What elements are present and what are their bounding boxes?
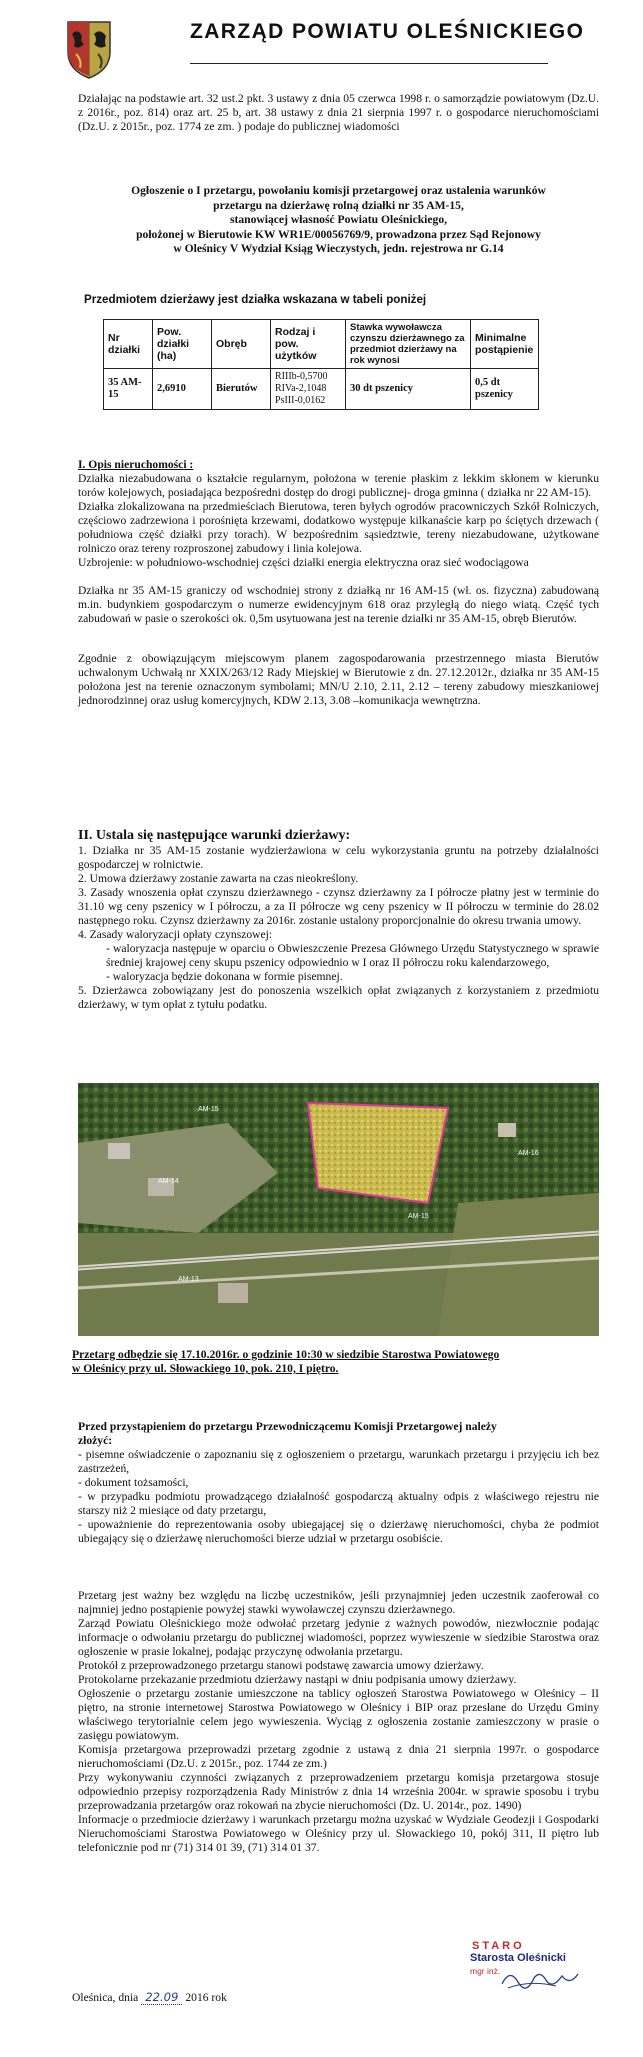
place-label: Oleśnica, dnia: [72, 1991, 139, 2004]
map-label: AM-14: [158, 1178, 179, 1185]
table-header-cell: Obręb: [212, 320, 271, 369]
paragraph: Informacje o przedmiocie dzierżawy i warunkach przetargu można uzyskać w Wydziale Geodezji i Gospodarki Nieruchomościami Starostwa Powiatowego w Oleśnicy przy ul. Słowackiego 10, pokój 311, II piętro lub telefonicznie pod nr (71) 314 01 39, (71) 314 01 37.: [78, 1813, 599, 1854]
paragraph: Zarząd Powiatu Oleśnickiego może odwołać przetarg jedynie z ważnych powodów, niezwłocznie podając informacje o odwołaniu przetargu do publicznej wiadomości, poprzez wywieszenie w siedzibie Starostwa oraz ogłoszenie w prasie lokalnej, podając przyczynę odwołania przetargu.: [78, 1617, 599, 1658]
subject-heading: Przedmiotem dzierżawy jest działka wskazana w tabeli poniżej: [84, 293, 427, 306]
table-cell: 2,6910: [153, 369, 212, 410]
condition-subitem: - waloryzacja następuje w oparciu o Obwieszczenie Prezesa Głównego Urzędu Statystycznego w sprawie średniej krajowej ceny skupu pszenicy odpowiednio w I oraz II półroczu roku kalendarzowego,: [106, 942, 599, 969]
paragraph: Protokolarne przekazanie przedmiotu dzierżawy nastąpi w dniu podpisania umowy dzierżawy.: [78, 1673, 517, 1686]
map-label: AM-15: [198, 1106, 219, 1113]
requirements-heading: Przed przystąpieniem do przetargu Przewodniczącemu Komisji Przetargowej należy: [78, 1420, 497, 1433]
list-item: - w przypadku podmiotu prowadzącego działalność gospodarczą aktualny odpis z właściwego rejestru nie starszy niż 2 miesiące od daty przetargu,: [78, 1490, 599, 1517]
intro-paragraph: Działając na podstawie art. 32 ust.2 pkt. 3 ustawy z dnia 05 czerwca 1998 r. o samorządzie powiatowym (Dz.U. z 2016r., poz. 814) oraz art. 25 b, art. 38 ustawy z dnia 21 sierpnia 1997 r. o gospodarce nieruchomościami (Dz.U. z 2015r., poz. 1774 ze zm. ) podaje do publicznej wiadomości: [78, 92, 599, 133]
auction-line: w Oleśnicy przy ul. Słowackiego 10, pok. 210, I piętro.: [72, 1362, 339, 1375]
paragraph: Ogłoszenie o przetargu zostanie umieszczone na tablicy ogłoszeń Starostwa Powiatowego w Oleśnicy – II piętro, na stronie internetowej Starostwa Powiatowego w Oleśnicy i BIP oraz przesłane do Urzędu Gminy właściwego terytorialnie celem jego wywieszenia. Wyciąg z ogłoszenia zostanie zamieszczony w prasie o zasięgu powiatowym.: [78, 1687, 599, 1742]
section-heading: I. Opis nieruchomości :: [78, 458, 194, 471]
paragraph: Przetarg jest ważny bez względu na liczbę uczestników, jeśli przynajmniej jeden uczestnik zaoferował co najmniej jedno postąpienie powyżej stawki wywoławczej czynszu dzierżawnego.: [78, 1589, 599, 1616]
condition-item: 1. Działka nr 35 AM-15 zostanie wydzierżawiona w celu wykorzystania gruntu na potrzeby działalności gospodarczej w rolnictwie.: [78, 844, 599, 871]
section-lease-conditions: [78, 827, 599, 1012]
paragraph: Zgodnie z obowiązującym miejscowym planem zagospodarowania przestrzennego miasta Bierutów uchwalonym Uchwałą nr XXIX/263/12 Rady Miejskiej w Bierutowie z dn. 27.12.2012r., działka nr 35 AM-15 położona jest na terenie oznaczonym symbolami; MN/U 2.10, 2.11, 2.12 – tereny zabudowy mieszkaniowej jednorodzinnej oraz usług komercyjnych, KDW 2.13, 3.08 –komunikacja wewnętrzna.: [78, 652, 599, 707]
title-underline: [190, 63, 548, 64]
paragraph: Działka nr 35 AM-15 graniczy od wschodniej strony z działką nr 16 AM-15 (wł. os. fizyczna) zabudowaną m.in. budynkiem gospodarczym o numerze ewidencyjnym 618 oraz przyległą do niego wiatą. Część tych zabudowań w pasie o szerokości ok. 0,5m usytuowana jest na terenie działki nr 35 AM-15, obręb Bierutów.: [78, 584, 599, 625]
paragraph: Komisja przetargowa przeprowadzi przetarg zgodnie z ustawą z dnia 21 sierpnia 1997r. o gospodarce nieruchomościami (Dz.U. z 2015r., poz. 1744 ze zm.): [78, 1743, 599, 1770]
stamp-role: Starosta Oleśnicki: [470, 1952, 566, 1964]
table-cell: 0,5 dt pszenicy: [471, 369, 539, 410]
announcement-line: stanowiącej własność Powiatu Oleśnickiego,: [229, 213, 448, 226]
section-property-description: [78, 458, 599, 708]
handwritten-date: 22.09: [141, 1990, 182, 2005]
condition-item: 5. Dzierżawca zobowiązany jest do ponoszenia wszelkich opłat związanych z korzystaniem z przedmiotu dzierżawy, w tym opłat z tytułu podatku.: [78, 984, 599, 1011]
paragraph: Przy wykonywaniu czynności związanych z przeprowadzeniem przetargu komisja przetargowa stosuje odpowiednio przepisy rozporządzenia Rady Ministrów z dnia 14 września 2004r. w sprawie sposobu i trybu przeprowadzania przetargów oraz rokowań na zbycie nieruchomości (Dz. U. 2014r., poz. 1490): [78, 1771, 599, 1812]
paragraph: Uzbrojenie: w południowo-wschodniej części działki energia elektryczna oraz sieć wodociągowa: [78, 556, 529, 569]
table-header-cell: Nr działki: [104, 320, 153, 369]
announcement-heading: [78, 184, 599, 257]
announcement-line: przetargu na dzierżawę rolną działki nr 35 AM-15,: [213, 198, 464, 212]
parcel-table: [103, 319, 539, 410]
page-title: ZARZĄD POWIATU OLEŚNICKIEGO: [190, 20, 585, 43]
paragraph: Protokół z przeprowadzonego przetargu stanowi podstawę zawarcia umowy dzierżawy.: [78, 1659, 484, 1672]
table-cell: RIIIb-0,5700 RIVa-2,1048 PsIII-0,0162: [271, 369, 346, 410]
auction-notice: [72, 1348, 602, 1376]
map-label: AM-16: [518, 1150, 539, 1157]
paragraph: Działka niezabudowana o kształcie regularnym, położona w terenie płaskim z lekkim skłonem w kierunku torów kolejowych, posiadająca bezpośredni dostęp do drogi publicznej- droga gminna ( działka nr 22 AM-15).: [78, 472, 599, 499]
condition-item: 2. Umowa dzierżawy zostanie zawarta na czas nieokreślony.: [78, 872, 359, 885]
list-item: - pisemne oświadczenie o zapoznaniu się z ogłoszeniem o przetargu, warunkach przetargu i przyjęciu ich bez zastrzeżeń,: [78, 1448, 599, 1475]
condition-item: 4. Zasady waloryzacji opłaty czynszowej:: [78, 928, 273, 941]
year-label: 2016 rok: [185, 1991, 227, 2004]
table-cell: 30 dt pszenicy: [346, 369, 471, 410]
paragraph: Działka zlokalizowana na przedmieściach Bierutowa, teren byłych ogrodów pracowniczych Szkół Rolniczych, częściowo zadrzewiona i porośnięta krzewami, dodatkowo występuje kilkanaście karp po ściętych drzewach ( południowa część działki przy torach). W bezpośrednim sąsiedztwie, tereny niezabudowane, użytkowane rolniczo oraz tereny rozproszonej zabudowy i linia kolejowa.: [78, 500, 599, 555]
stamp-title: STARO: [472, 1940, 525, 1952]
announcement-line: Ogłoszenie o I przetargu, powołaniu komisji przetargowej oraz ustalenia warunków: [131, 184, 546, 197]
announcement-line: położonej w Bierutowie KW WR1E/00056769/9, prowadzona przez Sąd Rejonowy: [136, 227, 541, 241]
signature-image: [500, 1966, 580, 1997]
table-header-cell: Rodzaj i pow. użytków: [271, 320, 346, 369]
date-line: [72, 1990, 227, 2005]
list-item: - dokument tożsamości,: [78, 1476, 189, 1489]
table-cell: Bierutów: [212, 369, 271, 410]
table-header-cell: Stawka wywoławcza czynszu dzierżawnego za przedmiot dzierżawy na rok wynosi: [346, 320, 471, 369]
map-label: AM-15: [408, 1213, 429, 1220]
table-header-cell: Pow. działki (ha): [153, 320, 212, 369]
requirements-heading: złożyć:: [78, 1434, 113, 1447]
aerial-map-image: [78, 1083, 599, 1336]
condition-item: 3. Zasady wnoszenia opłat czynszu dzierżawnego - czynsz dzierżawny za I półrocze płatny jest w terminie do 31.10 wg ceny pszenicy w I półroczu, a za II półrocze wg ceny pszenicy w II półroczu w terminie do 28.02 następnego roku. Czynsz dzierżawny za 2016r. zostanie ustalony proporcjonalnie do okresu trwania umowy.: [78, 886, 599, 927]
table-row: [104, 369, 539, 410]
requirements-section: [78, 1420, 599, 1546]
table-header-row: [104, 320, 539, 369]
auction-line: Przetarg odbędzie się 17.10.2016r. o godzinie 10:30 w siedzibie Starostwa Powiatowego: [72, 1348, 500, 1361]
official-stamp: [470, 1940, 566, 1976]
closing-section: [78, 1589, 599, 1855]
eagle-crest-icon: [66, 18, 112, 80]
list-item: - upoważnienie do reprezentowania osoby ubiegającej się o dzierżawę nieruchomości, chyba że podmiot ubiegający się o dzierżawę nieruchomości bierze udział w przetargu osobiście.: [78, 1518, 599, 1545]
stamp-degree: mgr inż.: [470, 1966, 501, 1976]
announcement-line: w Oleśnicy V Wydział Ksiąg Wieczystych, jedn. rejestrowa nr G.14: [173, 242, 504, 255]
table-cell: 35 AM-15: [104, 369, 153, 410]
section-heading: II. Ustala się następujące warunki dzierżawy:: [78, 828, 351, 843]
requirements-list: [78, 1448, 599, 1546]
condition-subitem: - waloryzacja będzie dokonana w formie pisemnej.: [106, 970, 343, 983]
table-header-cell: Minimalne postąpienie: [471, 320, 539, 369]
map-label: AM-13: [178, 1276, 199, 1283]
